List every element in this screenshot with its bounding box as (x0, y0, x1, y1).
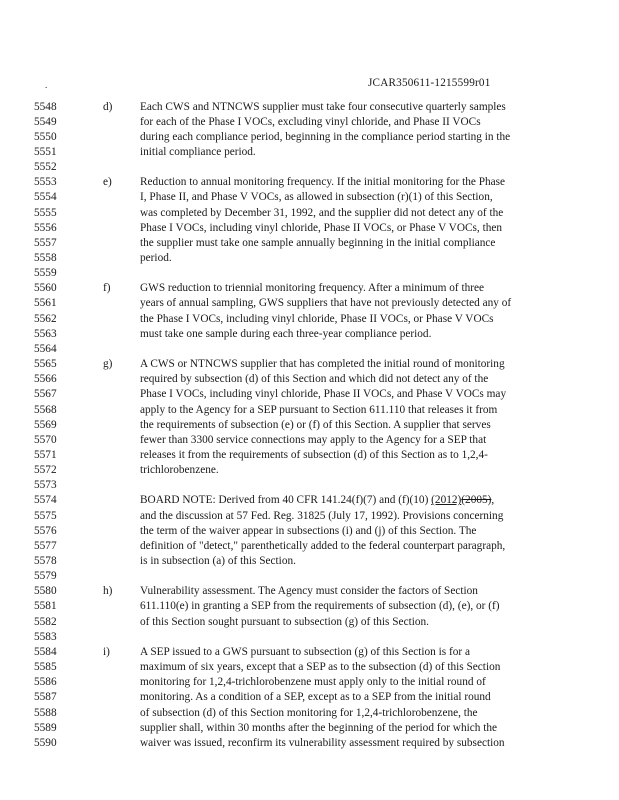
line-number: 5582 (34, 615, 57, 628)
document-header-code: JCAR350611-1215599r01 (368, 77, 491, 89)
corner-mark: . (45, 80, 48, 90)
line-text (140, 251, 172, 266)
line-text (140, 190, 493, 205)
line-text-main: is in subsection (a) of this Section. (140, 555, 296, 567)
line-text (140, 615, 429, 630)
line-number: 5557 (34, 236, 57, 249)
line-number: 5584 (34, 645, 57, 658)
line-number: 5558 (34, 252, 57, 264)
line-text-main: supplier shall, within 30 months after the beginning of the period for which the (140, 721, 498, 734)
line-text (140, 372, 488, 387)
line-text-tail: , (491, 494, 495, 507)
line-text (140, 221, 502, 236)
line-text-main: 611.110(e) in granting a SEP from the requirements of subsection (d), (e), or (f) (140, 600, 500, 613)
line-number: 5576 (34, 524, 57, 537)
line-number: 5573 (34, 479, 57, 492)
subsection-marker: e) (103, 176, 112, 189)
line-text (140, 206, 503, 221)
line-number: 5570 (34, 433, 57, 446)
line-text-main: required by subsection (d) of this Section and which did not detect any of the (140, 373, 489, 386)
line-text-main: was completed by December 31, 1992, and the supplier did not detect any of the (140, 206, 504, 219)
line-text-main: A CWS or NTNCWS supplier that has completed the initial round of monitoring (140, 358, 505, 371)
line-text-main: the requirements of subsection (e) or (f) of this Section. A supplier that serves (140, 418, 491, 431)
line-text (140, 145, 256, 160)
line-text (140, 675, 486, 690)
line-number: 5556 (34, 221, 57, 234)
subsection-marker: g) (103, 358, 113, 371)
line-number: 5586 (34, 676, 57, 689)
line-number: 5583 (34, 630, 57, 643)
line-text-main: period. (140, 252, 172, 264)
line-number: 5568 (34, 403, 57, 416)
subsection-marker: i) (103, 645, 110, 658)
line-text-main: Phase I VOCs, including vinyl chloride, Phase II VOCs, or Phase V VOCs, then (140, 221, 503, 234)
line-number: 5560 (34, 282, 57, 295)
line-text-main: apply to the Agency for a SEP pursuant to Section 611.110 that releases it from (140, 403, 498, 416)
line-number: 5577 (34, 539, 57, 552)
line-text (140, 539, 505, 554)
line-text-main: the Phase I VOCs, including vinyl chloride, Phase II VOCs, or Phase V VOCs (140, 312, 494, 325)
line-text (140, 660, 500, 675)
subsection-marker: d) (103, 100, 113, 113)
line-text-main: and the discussion at 57 Fed. Reg. 31825 (July 17, 1992). Provisions concerning (140, 509, 504, 522)
line-number: 5562 (34, 312, 57, 325)
line-text-main: Reduction to annual monitoring frequency. If the initial monitoring for the Phase (140, 176, 506, 189)
line-text-main: during each compliance period, beginning in the compliance period starting in the (140, 130, 511, 143)
subsection-marker: f) (103, 282, 111, 295)
line-text (140, 312, 494, 327)
line-text (140, 418, 491, 433)
line-text-main: maximum of six years, except that a SEP as to the subsection (d) of this Section (140, 661, 501, 674)
line-text-main: trichlorobenzene. (140, 464, 219, 477)
line-text (140, 721, 497, 736)
deleted-text: (2005) (461, 494, 492, 507)
line-number: 5575 (34, 509, 57, 522)
line-number: 5559 (34, 267, 57, 280)
line-text-main: I, Phase II, and Phase V VOCs, as allowed in subsection (r)(1) of this Section, (140, 191, 493, 204)
line-text (140, 175, 505, 190)
line-text (140, 690, 491, 705)
line-text-main: Each CWS and NTNCWS supplier must take four consecutive quarterly samples (140, 100, 506, 113)
line-number: 5548 (34, 100, 57, 113)
line-number: 5589 (34, 721, 57, 734)
line-number: 5578 (34, 555, 57, 567)
line-text-main: monitoring for 1,2,4-trichlorobenzene must apply only to the initial round of (140, 676, 486, 689)
line-text (140, 554, 296, 569)
line-text (140, 357, 505, 372)
line-number: 5581 (34, 600, 57, 613)
line-text (140, 296, 511, 311)
line-number: 5566 (34, 373, 57, 386)
line-text-main: years of annual sampling, GWS suppliers that have not previously detected any of (140, 297, 512, 310)
line-number: 5563 (34, 327, 57, 340)
line-number: 5549 (34, 115, 57, 128)
line-number: 5572 (34, 464, 57, 477)
line-text (140, 387, 506, 402)
line-number: 5564 (34, 342, 57, 355)
line-number: 5571 (34, 448, 57, 461)
line-text (140, 100, 506, 115)
line-number: 5554 (34, 191, 57, 204)
line-number: 5555 (34, 206, 57, 219)
line-text-main: of subsection (d) of this Section monitoring for 1,2,4-trichlorobenzene, the (140, 706, 478, 719)
line-text-main: BOARD NOTE: Derived from 40 CFR 141.24(f)(7) and (f)(10) (140, 494, 432, 507)
line-text (140, 599, 500, 614)
line-number: 5561 (34, 297, 57, 310)
line-number: 5587 (34, 691, 57, 704)
line-text-main: for each of the Phase I VOCs, excluding vinyl chloride, and Phase II VOCs (140, 115, 481, 128)
line-text (140, 524, 476, 539)
line-text (140, 463, 219, 478)
line-text (140, 115, 481, 130)
line-number: 5588 (34, 706, 57, 719)
line-number: 5565 (34, 358, 57, 371)
line-text (140, 327, 431, 342)
line-text-main: of this Section sought pursuant to subsection (g) of this Section. (140, 615, 429, 628)
line-text (140, 433, 486, 448)
line-number: 5567 (34, 388, 57, 401)
line-text-main: A SEP issued to a GWS pursuant to subsection (g) of this Section is for a (140, 645, 470, 658)
line-text (140, 493, 494, 508)
line-number: 5551 (34, 145, 57, 158)
line-number: 5585 (34, 661, 57, 674)
line-number: 5553 (34, 176, 57, 189)
line-text (140, 130, 510, 145)
line-text-main: the term of the waiver appear in subsections (i) and (j) of this Section. The (140, 524, 477, 537)
line-text-main: initial compliance period. (140, 145, 256, 158)
line-text-main: fewer than 3300 service connections may apply to the Agency for a SEP that (140, 433, 487, 446)
line-number: 5574 (34, 494, 57, 507)
line-text-main: Vulnerability assessment. The Agency must consider the factors of Section (140, 585, 478, 598)
line-number: 5579 (34, 570, 57, 583)
line-text (140, 448, 488, 463)
line-text (140, 236, 495, 251)
line-text-main: GWS reduction to triennial monitoring frequency. After a minimum of three (140, 282, 485, 295)
line-number: 5552 (34, 161, 57, 174)
line-text-main: Phase I VOCs, including vinyl chloride, Phase II VOCs, and Phase V VOCs may (140, 388, 507, 401)
line-text (140, 403, 497, 418)
line-text-main: releases it from the requirements of subsection (d) of this Section as to 1,2,4- (140, 448, 488, 461)
subsection-marker: h) (103, 585, 113, 598)
line-text (140, 584, 478, 599)
line-text-main: waiver was issued, reconfirm its vulnerability assessment required by subsection (140, 736, 505, 749)
line-text (140, 706, 478, 721)
line-text-main: must take one sample during each three-year compliance period. (140, 327, 432, 340)
line-text (140, 509, 503, 524)
line-text-main: monitoring. As a condition of a SEP, except as to a SEP from the initial round (140, 691, 491, 704)
inserted-text: (2012) (431, 494, 462, 507)
line-number: 5580 (34, 585, 57, 598)
line-text-main: the supplier must take one sample annually beginning in the initial compliance (140, 236, 496, 249)
line-number: 5569 (34, 418, 57, 431)
line-text (140, 645, 470, 660)
line-number: 5550 (34, 130, 57, 143)
line-text (140, 736, 505, 751)
line-number: 5590 (34, 736, 57, 749)
line-text (140, 281, 484, 296)
line-text-main: definition of "detect," parenthetically added to the federal counterpart paragraph, (140, 539, 506, 552)
